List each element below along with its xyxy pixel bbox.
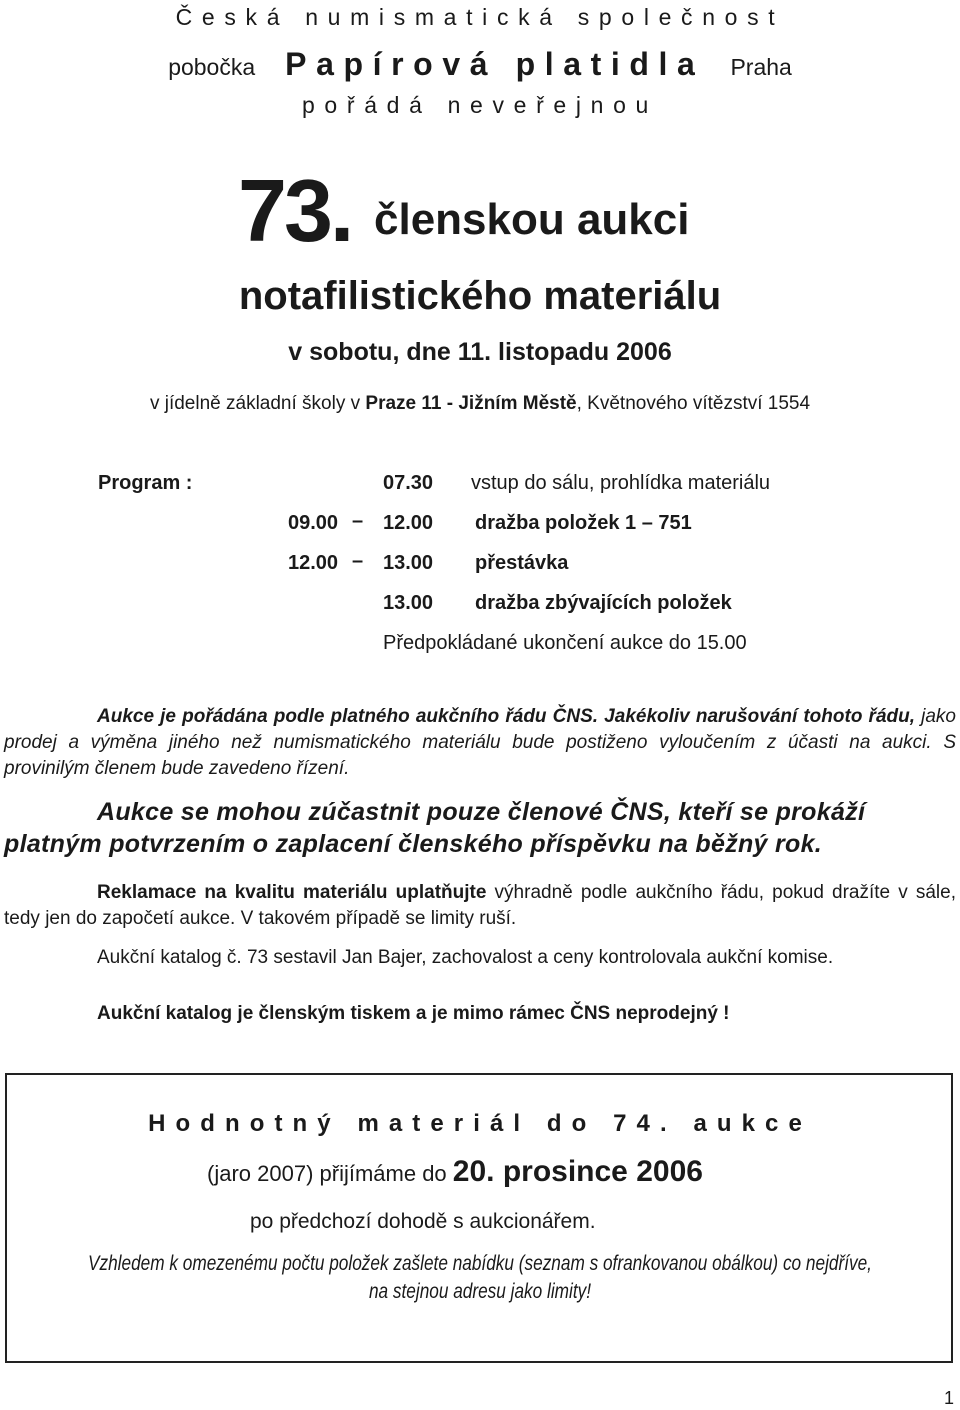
title-line1: členskou aukci [374,195,690,244]
auction-date: v sobotu, dne 11. listopadu 2006 [288,338,672,366]
catalog-note: Aukční katalog č. 73 sestavil Jan Bajer, zachovalost a ceny kontrolovala aukční komise. [97,947,834,968]
box-deadline [207,1155,703,1189]
page-number: 1 [944,1388,955,1408]
venue-city: Praze 11 - Jižním Městě [365,393,577,414]
box-arrangement: po předchozí dohodě s aukcionářem. [250,1210,596,1233]
program-time: 07.30 [383,472,434,494]
program-dash: – [352,510,364,532]
rules-text: jako prodej a výměna jiného než numismatického materiálu bude postiženo vyloučením z účasti na aukci. S provinilým členem bude zavedeno řízení. [4,706,956,779]
program-item: dražba položek 1 – 751 [475,512,692,534]
program-item: vstup do sálu, prohlídka materiálu [471,472,771,494]
membership-text: Aukce se mohou zúčastnit pouze členové ČNS, kteří se prokáží platným potvrzením o zaplacení členského příspěvku na běžný rok. [4,798,866,858]
box-title: Hodnotný materiál do 74. aukce [148,1110,812,1137]
branch-city: Praha [730,54,792,80]
program-time: 12.00 [383,512,434,534]
title-line2: notafilistického materiálu [238,274,722,318]
branch-prefix: pobočka [168,54,256,80]
branch-name: Papírová platidla [285,46,705,82]
box-deadline-text: (jaro 2007) přijímáme do [207,1161,453,1186]
catalog-notice: Aukční katalog je členským tiskem a je mimo rámec ČNS neprodejný ! [97,1003,730,1024]
venue-pre: v jídelně základní školy v [149,393,366,414]
venue [0,393,960,415]
rules-bold: Aukce je pořádána podle platného aukčního řádu ČNS. Jakékoliv narušování tohoto řádu, [97,706,916,727]
auction-number: 73. [238,161,352,260]
box-note-line1: Vzhledem k omezenému počtu položek zašlete nabídku (seznam s ofrankovanou obálkou) co nejdříve, [88,1252,872,1275]
organizes-line: pořádá neveřejnou [301,92,659,118]
box-deadline-date: 20. prosince 2006 [452,1155,703,1188]
complaints-text: výhradně podle aukčního řádu, pokud dražíte v sále, tedy jen do započetí aukce. V takovém případě se limity ruší. [4,882,956,929]
complaints-bold: Reklamace na kvalitu materiálu uplatňujte [97,882,487,903]
venue-post: , Květnového vítězství 1554 [576,393,811,414]
complaints-paragraph [4,880,956,932]
box-note-line2: na stejnou adresu jako limity! [368,1280,592,1303]
program-time-from: 12.00 [288,552,339,574]
program-end-note: Předpokládané ukončení aukce do 15.00 [383,632,747,654]
rules-paragraph [4,704,956,782]
membership-paragraph [4,796,956,860]
program-item: přestávka [475,552,569,574]
program-label: Program : [98,472,193,494]
program-item: dražba zbývajících položek [475,592,732,614]
program-time-from: 09.00 [288,512,339,534]
org-name: Česká numismatická společnost [175,4,785,30]
program-time: 13.00 [383,552,434,574]
program-time: 13.00 [383,592,434,614]
program-dash: – [352,550,364,572]
branch-line [0,46,960,83]
